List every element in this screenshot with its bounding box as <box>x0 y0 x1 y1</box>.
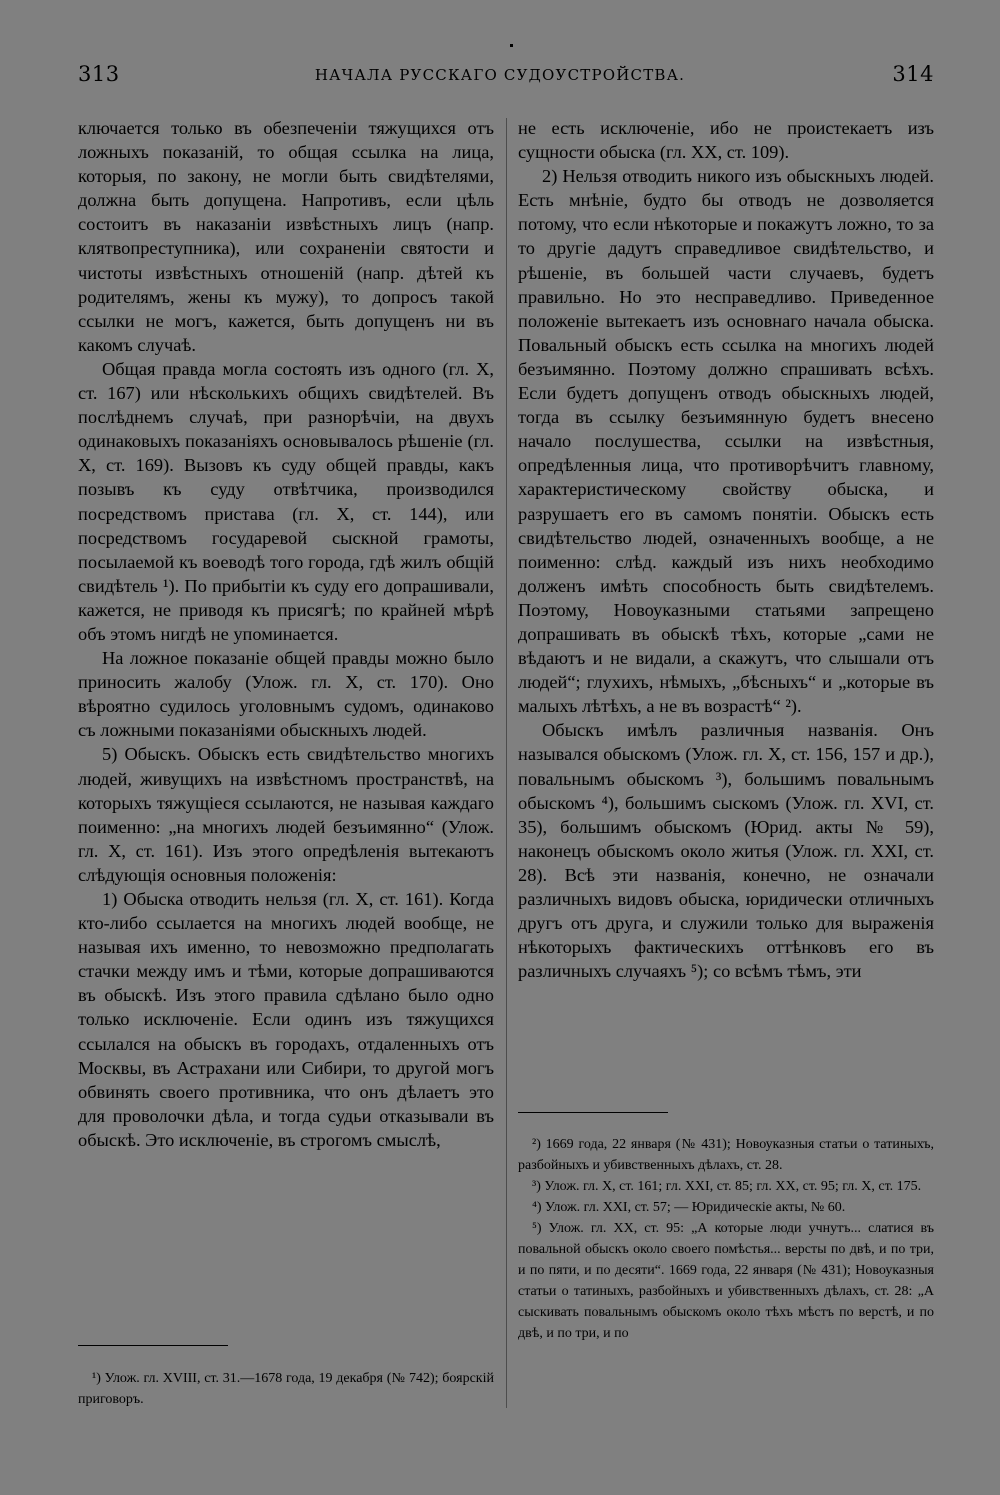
paragraph: не есть исключеніе, ибо не проистекаетъ изъ сущности обыска (гл. XX, ст. 109). <box>518 118 934 163</box>
right-column <box>518 116 934 983</box>
left-column <box>78 116 494 1152</box>
right-page-number: 314 <box>892 62 934 86</box>
footnote: ¹) Улож. гл. XVIII, ст. 31.—1678 года, 19 декабря (№ 742); боярскій приговоръ. <box>78 1371 494 1407</box>
footnote: ³) Улож. гл. X, ст. 161; гл. XXI, ст. 85; гл. XX, ст. 95; гл. X, ст. 175. <box>532 1179 922 1194</box>
running-title: НАЧАЛА РУССКАГО СУДОУСТРОЙСТВА. <box>314 66 686 84</box>
paragraph: Общая правда могла состоять изъ одного (гл. X, ст. 167) или нѣсколькихъ общихъ свидѣтелей. Въ послѣднемъ случаѣ, при разнорѣчіи, на двухъ одинаковыхъ показаніяхъ основывалось рѣшеніе (гл. X, ст. 169). Вызовъ къ суду общей правды, какъ позывъ къ суду отвѣтчика, производился посредствомъ пристава (гл. X, ст. 144), или посредствомъ государевой сыскной грамоты, посылаемой къ воеводѣ того города, гдѣ жилъ общій свидѣтель ¹). По прибытіи къ суду его допрашивали, кажется, не приводя къ присягѣ; по крайней мѣрѣ объ этомъ нигдѣ не упоминается. <box>78 358 494 644</box>
footnote: ²) 1669 года, 22 января (№ 431); Новоуказныя статьи о татиныхъ, разбойныхъ и убивственныхъ дѣлахъ, ст. 28. <box>518 1137 934 1173</box>
footnotes-right <box>518 1134 934 1344</box>
paragraph: 1) Обыска отводить нельзя (гл. X, ст. 161). Когда кто-либо ссылается на многихъ людей вообще, не называя ихъ именно, то невозможно предполагать стачки между имъ и тѣми, которые допрашиваются въ обыскѣ. Изъ этого правила сдѣлано было одно только исключеніе. Если одинъ изъ тяжущихся ссылался на обыскъ въ городахъ, отдаленныхъ отъ Москвы, въ Астрахани или Сибири, то другой могъ обвинять своего противника, что онъ дѣлаетъ это для проволочки дѣла, и тогда судьи отказывали въ обыскѣ. Это исключеніе, въ строгомъ смыслѣ, <box>78 889 494 1150</box>
footnote-rule-left <box>78 1345 228 1346</box>
footnote: ⁴) Улож. гл. XXI, ст. 57; — Юридическіе акты, № 60. <box>532 1200 846 1215</box>
paragraph: 2) Нельзя отводить никого изъ обыскныхъ людей. Есть мнѣніе, будто бы отводъ не дозволяется потому, что если нѣкоторые и покажутъ ложно, то за то другіе дадутъ справедливое свидѣтельство, и рѣшеніе, въ большей части случаевъ, будетъ правильно. Но это несправедливо. Приведенное положеніе вытекаетъ изъ основнаго начала обыска. Повальный обыскъ есть ссылка на многихъ людей безъимянно. Поэтому должно спрашивать всѣхъ. Если будетъ допущенъ отводъ обыскныхъ людей, тогда въ ссылку безъимянную будетъ внесено начало послушества, ссылки на извѣстныя, опредѣленныя лица, что противорѣчитъ главному, характеристическому свойству обыска, и разрушаетъ его въ самомъ понятіи. Обыскъ есть свидѣтельство людей, означенныхъ вообще, а не поименно: слѣд. каждый изъ нихъ необходимо долженъ имѣть способность быть свидѣтелемъ. Поэтому, Новоуказными статьями запрещено допрашивать въ обыскѣ тѣхъ, которые „сами не вѣдаютъ и не видали, а скажутъ, что слышали отъ людей“; глухихъ, нѣмыхъ, „бѣсныхъ“ и „которые въ малыхъ лѣтѣхъ, а не въ возрастѣ“ ²). <box>518 166 934 717</box>
paragraph: Обыскъ имѣлъ различныя названія. Онъ назывался обыскомъ (Улож. гл. X, ст. 156, 157 и др.), повальнымъ обыскомъ ³), большимъ повальнымъ обыскомъ ⁴), большимъ сыскомъ (Улож. гл. XVI, ст. 35), большимъ обыскомъ (Юрид. акты № 59), наконецъ обыскомъ около житья (Улож. гл. XXI, ст. 28). Всѣ эти названія, конечно, не означали различныхъ видовъ обыска, юридически отличныхъ другъ отъ друга, и служили только для выраженія нѣкоторыхъ фактическихъ оттѣнковъ его въ различныхъ случаяхъ ⁵); со всѣмъ тѣмъ, эти <box>518 720 934 982</box>
paragraph: 5) Обыскъ. Обыскъ есть свидѣтельство многихъ людей, живущихъ на извѣстномъ пространствѣ, на которыхъ тяжущіеся ссылаются, не называя каждаго поименно: „на многихъ людей безъимянно“ (Улож. гл. X, ст. 161). Изъ этого опредѣленія вытекаютъ слѣдующія основныя положенія: <box>78 744 494 885</box>
paragraph: На ложное показаніе общей правды можно было приносить жалобу (Улож. гл. X, ст. 170). Оно вѣроятно судилось уголовнымъ судомъ, одинаково съ ложными показаніями обыскныхъ людей. <box>78 648 494 741</box>
footnote: ⁵) Улож. гл. XX, ст. 95: „А которые люди учнутъ... слатися въ повальной обыскъ около своего помѣстья... версты по двѣ, и по три, и по пяти, и по десяти“. 1669 года, 22 января (№ 431); Новоуказныя статьи о татиныхъ, разбойныхъ и убивственныхъ дѣлахъ, ст. 28: „А сыскивать повальнымъ обыскомъ около тѣхъ мѣстъ по верстѣ, и по двѣ, и по три, и по <box>518 1221 934 1341</box>
left-page-number: 313 <box>78 62 120 86</box>
top-dot-mark <box>510 44 513 47</box>
footnote-rule-right <box>518 1112 668 1113</box>
paragraph: ключается только въ обезпеченіи тяжущихся отъ ложныхъ показаній, то общая ссылка на лица, которыя, по закону, не могли быть свидѣтелями, должна быть допущена. Напротивъ, если цѣль состоитъ въ наказаніи извѣстныхъ лицъ (напр. клятвопреступника), или сохраненіи святости и чистоты извѣстныхъ отношеній (напр. дѣтей къ родителямъ, жены къ мужу), то допросъ такой ссылки не могъ, кажется, быть допущенъ ни въ какомъ случаѣ. <box>78 118 494 355</box>
column-divider <box>506 118 507 1408</box>
footnotes-left <box>78 1368 494 1410</box>
